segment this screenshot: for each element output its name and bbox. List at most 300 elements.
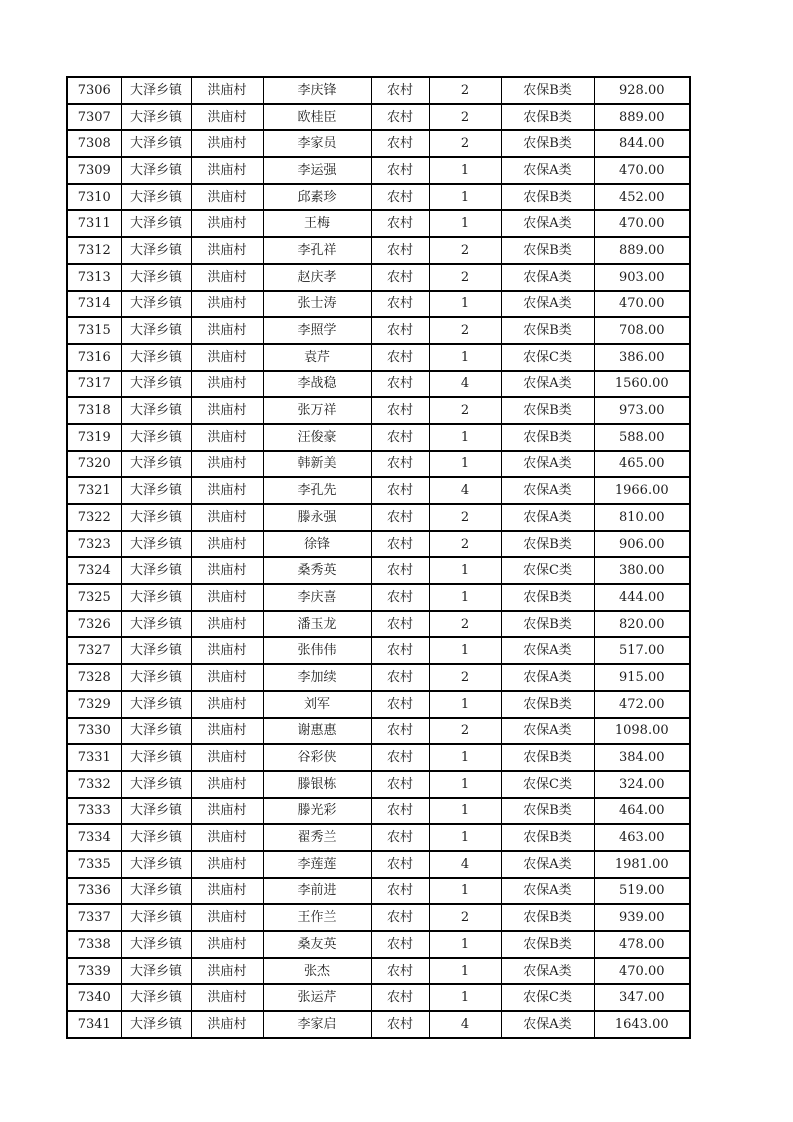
table-row: [67, 77, 690, 104]
town-cell: 大泽乡镇: [121, 291, 191, 318]
insurance-category-cell: 农保B类: [501, 104, 594, 131]
person-count-cell: 2: [429, 237, 501, 264]
table-row: [67, 397, 690, 424]
person-name-cell: 李庆喜: [263, 584, 371, 611]
residence-type-cell: 农村: [371, 451, 429, 478]
insurance-category-cell: 农保B类: [501, 424, 594, 451]
residence-type-cell: 农村: [371, 637, 429, 664]
row-id-cell: 7312: [67, 237, 121, 264]
amount-cell: 844.00: [594, 130, 690, 157]
row-id-cell: 7322: [67, 504, 121, 531]
insurance-category-cell: 农保A类: [501, 264, 594, 291]
table-row: [67, 611, 690, 638]
town-cell: 大泽乡镇: [121, 477, 191, 504]
residence-type-cell: 农村: [371, 130, 429, 157]
beneficiary-table: [66, 76, 691, 1039]
person-name-cell: 李战稳: [263, 371, 371, 398]
amount-cell: 906.00: [594, 531, 690, 558]
row-id-cell: 7321: [67, 477, 121, 504]
insurance-category-cell: 农保B类: [501, 237, 594, 264]
amount-cell: 1981.00: [594, 851, 690, 878]
residence-type-cell: 农村: [371, 317, 429, 344]
row-id-cell: 7330: [67, 718, 121, 745]
village-cell: 洪庙村: [191, 557, 263, 584]
person-name-cell: 张万祥: [263, 397, 371, 424]
row-id-cell: 7337: [67, 904, 121, 931]
person-name-cell: 潘玉龙: [263, 611, 371, 638]
person-count-cell: 4: [429, 1011, 501, 1038]
insurance-category-cell: 农保B类: [501, 931, 594, 958]
residence-type-cell: 农村: [371, 291, 429, 318]
person-count-cell: 1: [429, 557, 501, 584]
amount-cell: 380.00: [594, 557, 690, 584]
residence-type-cell: 农村: [371, 798, 429, 825]
amount-cell: 915.00: [594, 664, 690, 691]
insurance-category-cell: 农保A类: [501, 210, 594, 237]
village-cell: 洪庙村: [191, 984, 263, 1011]
table-body: [67, 77, 690, 1038]
table-row: [67, 664, 690, 691]
person-name-cell: 张伟伟: [263, 637, 371, 664]
amount-cell: 452.00: [594, 184, 690, 211]
table-row: [67, 958, 690, 985]
person-name-cell: 王梅: [263, 210, 371, 237]
village-cell: 洪庙村: [191, 451, 263, 478]
row-id-cell: 7308: [67, 130, 121, 157]
residence-type-cell: 农村: [371, 824, 429, 851]
amount-cell: 889.00: [594, 104, 690, 131]
person-count-cell: 1: [429, 210, 501, 237]
table-row: [67, 210, 690, 237]
row-id-cell: 7338: [67, 931, 121, 958]
town-cell: 大泽乡镇: [121, 984, 191, 1011]
residence-type-cell: 农村: [371, 184, 429, 211]
table-row: [67, 157, 690, 184]
person-name-cell: 刘军: [263, 691, 371, 718]
row-id-cell: 7309: [67, 157, 121, 184]
person-count-cell: 2: [429, 531, 501, 558]
person-name-cell: 张运芹: [263, 984, 371, 1011]
insurance-category-cell: 农保B类: [501, 317, 594, 344]
village-cell: 洪庙村: [191, 264, 263, 291]
town-cell: 大泽乡镇: [121, 878, 191, 905]
residence-type-cell: 农村: [371, 904, 429, 931]
table-row: [67, 344, 690, 371]
town-cell: 大泽乡镇: [121, 344, 191, 371]
person-name-cell: 张士涛: [263, 291, 371, 318]
row-id-cell: 7306: [67, 77, 121, 104]
person-name-cell: 滕银栋: [263, 771, 371, 798]
table-row: [67, 931, 690, 958]
village-cell: 洪庙村: [191, 611, 263, 638]
town-cell: 大泽乡镇: [121, 157, 191, 184]
person-count-cell: 1: [429, 984, 501, 1011]
village-cell: 洪庙村: [191, 477, 263, 504]
table-row: [67, 264, 690, 291]
person-count-cell: 1: [429, 424, 501, 451]
person-count-cell: 1: [429, 184, 501, 211]
person-count-cell: 1: [429, 931, 501, 958]
town-cell: 大泽乡镇: [121, 184, 191, 211]
person-name-cell: 滕光彩: [263, 798, 371, 825]
person-name-cell: 汪俊豪: [263, 424, 371, 451]
table-row: [67, 424, 690, 451]
person-name-cell: 李照学: [263, 317, 371, 344]
village-cell: 洪庙村: [191, 691, 263, 718]
person-count-cell: 2: [429, 317, 501, 344]
village-cell: 洪庙村: [191, 424, 263, 451]
residence-type-cell: 农村: [371, 371, 429, 398]
amount-cell: 470.00: [594, 210, 690, 237]
town-cell: 大泽乡镇: [121, 584, 191, 611]
town-cell: 大泽乡镇: [121, 931, 191, 958]
table-row: [67, 798, 690, 825]
row-id-cell: 7311: [67, 210, 121, 237]
amount-cell: 1560.00: [594, 371, 690, 398]
town-cell: 大泽乡镇: [121, 744, 191, 771]
amount-cell: 928.00: [594, 77, 690, 104]
insurance-category-cell: 农保C类: [501, 771, 594, 798]
village-cell: 洪庙村: [191, 184, 263, 211]
table-row: [67, 771, 690, 798]
person-count-cell: 4: [429, 371, 501, 398]
amount-cell: 903.00: [594, 264, 690, 291]
village-cell: 洪庙村: [191, 584, 263, 611]
person-count-cell: 2: [429, 130, 501, 157]
person-name-cell: 翟秀兰: [263, 824, 371, 851]
person-count-cell: 1: [429, 584, 501, 611]
amount-cell: 478.00: [594, 931, 690, 958]
person-name-cell: 袁芹: [263, 344, 371, 371]
residence-type-cell: 农村: [371, 397, 429, 424]
amount-cell: 1966.00: [594, 477, 690, 504]
village-cell: 洪庙村: [191, 104, 263, 131]
amount-cell: 820.00: [594, 611, 690, 638]
person-count-cell: 2: [429, 718, 501, 745]
person-count-cell: 1: [429, 637, 501, 664]
residence-type-cell: 农村: [371, 718, 429, 745]
residence-type-cell: 农村: [371, 77, 429, 104]
person-count-cell: 2: [429, 104, 501, 131]
person-count-cell: 1: [429, 157, 501, 184]
amount-cell: 517.00: [594, 637, 690, 664]
insurance-category-cell: 农保A类: [501, 664, 594, 691]
insurance-category-cell: 农保B类: [501, 397, 594, 424]
amount-cell: 973.00: [594, 397, 690, 424]
row-id-cell: 7313: [67, 264, 121, 291]
town-cell: 大泽乡镇: [121, 397, 191, 424]
village-cell: 洪庙村: [191, 344, 263, 371]
person-count-cell: 2: [429, 264, 501, 291]
village-cell: 洪庙村: [191, 291, 263, 318]
person-count-cell: 2: [429, 504, 501, 531]
table-row: [67, 104, 690, 131]
table-row: [67, 504, 690, 531]
table-row: [67, 451, 690, 478]
person-count-cell: 2: [429, 397, 501, 424]
town-cell: 大泽乡镇: [121, 557, 191, 584]
person-count-cell: 2: [429, 664, 501, 691]
amount-cell: 470.00: [594, 291, 690, 318]
person-name-cell: 谷彩侠: [263, 744, 371, 771]
row-id-cell: 7327: [67, 637, 121, 664]
row-id-cell: 7315: [67, 317, 121, 344]
village-cell: 洪庙村: [191, 157, 263, 184]
row-id-cell: 7332: [67, 771, 121, 798]
row-id-cell: 7310: [67, 184, 121, 211]
town-cell: 大泽乡镇: [121, 1011, 191, 1038]
residence-type-cell: 农村: [371, 237, 429, 264]
town-cell: 大泽乡镇: [121, 958, 191, 985]
table-row: [67, 371, 690, 398]
amount-cell: 472.00: [594, 691, 690, 718]
insurance-category-cell: 农保B类: [501, 798, 594, 825]
amount-cell: 347.00: [594, 984, 690, 1011]
person-name-cell: 徐锋: [263, 531, 371, 558]
insurance-category-cell: 农保A类: [501, 1011, 594, 1038]
residence-type-cell: 农村: [371, 744, 429, 771]
amount-cell: 939.00: [594, 904, 690, 931]
residence-type-cell: 农村: [371, 504, 429, 531]
table-row: [67, 824, 690, 851]
row-id-cell: 7326: [67, 611, 121, 638]
person-name-cell: 邱素珍: [263, 184, 371, 211]
table-row: [67, 477, 690, 504]
table-row: [67, 130, 690, 157]
row-id-cell: 7335: [67, 851, 121, 878]
insurance-category-cell: 农保A类: [501, 718, 594, 745]
insurance-category-cell: 农保B类: [501, 531, 594, 558]
person-name-cell: 谢惠惠: [263, 718, 371, 745]
person-name-cell: 李家员: [263, 130, 371, 157]
residence-type-cell: 农村: [371, 210, 429, 237]
insurance-category-cell: 农保B类: [501, 904, 594, 931]
amount-cell: 386.00: [594, 344, 690, 371]
town-cell: 大泽乡镇: [121, 664, 191, 691]
town-cell: 大泽乡镇: [121, 824, 191, 851]
insurance-category-cell: 农保B类: [501, 184, 594, 211]
town-cell: 大泽乡镇: [121, 691, 191, 718]
residence-type-cell: 农村: [371, 104, 429, 131]
village-cell: 洪庙村: [191, 237, 263, 264]
table-row: [67, 878, 690, 905]
amount-cell: 470.00: [594, 157, 690, 184]
table-row: [67, 291, 690, 318]
person-count-cell: 1: [429, 451, 501, 478]
amount-cell: 465.00: [594, 451, 690, 478]
amount-cell: 1643.00: [594, 1011, 690, 1038]
table-row: [67, 237, 690, 264]
village-cell: 洪庙村: [191, 931, 263, 958]
person-name-cell: 赵庆孝: [263, 264, 371, 291]
row-id-cell: 7314: [67, 291, 121, 318]
person-name-cell: 李前进: [263, 878, 371, 905]
amount-cell: 464.00: [594, 798, 690, 825]
village-cell: 洪庙村: [191, 1011, 263, 1038]
town-cell: 大泽乡镇: [121, 504, 191, 531]
residence-type-cell: 农村: [371, 984, 429, 1011]
insurance-category-cell: 农保A类: [501, 504, 594, 531]
village-cell: 洪庙村: [191, 824, 263, 851]
person-count-cell: 1: [429, 824, 501, 851]
village-cell: 洪庙村: [191, 504, 263, 531]
row-id-cell: 7331: [67, 744, 121, 771]
row-id-cell: 7339: [67, 958, 121, 985]
residence-type-cell: 农村: [371, 557, 429, 584]
table-row: [67, 691, 690, 718]
residence-type-cell: 农村: [371, 264, 429, 291]
amount-cell: 519.00: [594, 878, 690, 905]
row-id-cell: 7328: [67, 664, 121, 691]
insurance-category-cell: 农保A类: [501, 371, 594, 398]
person-count-cell: 2: [429, 611, 501, 638]
table-row: [67, 184, 690, 211]
row-id-cell: 7307: [67, 104, 121, 131]
insurance-category-cell: 农保B类: [501, 130, 594, 157]
village-cell: 洪庙村: [191, 531, 263, 558]
village-cell: 洪庙村: [191, 77, 263, 104]
town-cell: 大泽乡镇: [121, 237, 191, 264]
amount-cell: 588.00: [594, 424, 690, 451]
village-cell: 洪庙村: [191, 878, 263, 905]
residence-type-cell: 农村: [371, 691, 429, 718]
town-cell: 大泽乡镇: [121, 371, 191, 398]
insurance-category-cell: 农保B类: [501, 744, 594, 771]
amount-cell: 708.00: [594, 317, 690, 344]
residence-type-cell: 农村: [371, 664, 429, 691]
person-count-cell: 1: [429, 691, 501, 718]
insurance-category-cell: 农保A类: [501, 851, 594, 878]
insurance-category-cell: 农保C类: [501, 984, 594, 1011]
insurance-category-cell: 农保A类: [501, 878, 594, 905]
village-cell: 洪庙村: [191, 664, 263, 691]
town-cell: 大泽乡镇: [121, 611, 191, 638]
insurance-category-cell: 农保B类: [501, 77, 594, 104]
amount-cell: 810.00: [594, 504, 690, 531]
amount-cell: 470.00: [594, 958, 690, 985]
row-id-cell: 7325: [67, 584, 121, 611]
amount-cell: 384.00: [594, 744, 690, 771]
person-count-cell: 1: [429, 344, 501, 371]
insurance-category-cell: 农保B类: [501, 584, 594, 611]
table-row: [67, 637, 690, 664]
row-id-cell: 7340: [67, 984, 121, 1011]
amount-cell: 324.00: [594, 771, 690, 798]
village-cell: 洪庙村: [191, 851, 263, 878]
person-name-cell: 李莲莲: [263, 851, 371, 878]
person-name-cell: 桑秀英: [263, 557, 371, 584]
town-cell: 大泽乡镇: [121, 317, 191, 344]
residence-type-cell: 农村: [371, 958, 429, 985]
residence-type-cell: 农村: [371, 1011, 429, 1038]
town-cell: 大泽乡镇: [121, 718, 191, 745]
village-cell: 洪庙村: [191, 371, 263, 398]
person-count-cell: 4: [429, 851, 501, 878]
insurance-category-cell: 农保A类: [501, 291, 594, 318]
person-name-cell: 王作兰: [263, 904, 371, 931]
residence-type-cell: 农村: [371, 344, 429, 371]
residence-type-cell: 农村: [371, 584, 429, 611]
insurance-category-cell: 农保B类: [501, 611, 594, 638]
person-count-cell: 1: [429, 771, 501, 798]
residence-type-cell: 农村: [371, 771, 429, 798]
insurance-category-cell: 农保A类: [501, 958, 594, 985]
table-row: [67, 1011, 690, 1038]
row-id-cell: 7341: [67, 1011, 121, 1038]
village-cell: 洪庙村: [191, 397, 263, 424]
person-count-cell: 1: [429, 744, 501, 771]
table-row: [67, 317, 690, 344]
town-cell: 大泽乡镇: [121, 77, 191, 104]
town-cell: 大泽乡镇: [121, 104, 191, 131]
row-id-cell: 7334: [67, 824, 121, 851]
person-name-cell: 李庆锋: [263, 77, 371, 104]
row-id-cell: 7333: [67, 798, 121, 825]
insurance-category-cell: 农保A类: [501, 637, 594, 664]
village-cell: 洪庙村: [191, 798, 263, 825]
residence-type-cell: 农村: [371, 851, 429, 878]
person-name-cell: 李运强: [263, 157, 371, 184]
row-id-cell: 7319: [67, 424, 121, 451]
insurance-category-cell: 农保C类: [501, 557, 594, 584]
village-cell: 洪庙村: [191, 744, 263, 771]
table-row: [67, 744, 690, 771]
row-id-cell: 7324: [67, 557, 121, 584]
village-cell: 洪庙村: [191, 771, 263, 798]
table-row: [67, 984, 690, 1011]
person-count-cell: 1: [429, 958, 501, 985]
insurance-category-cell: 农保A类: [501, 451, 594, 478]
amount-cell: 463.00: [594, 824, 690, 851]
residence-type-cell: 农村: [371, 157, 429, 184]
person-count-cell: 1: [429, 291, 501, 318]
person-name-cell: 李加续: [263, 664, 371, 691]
residence-type-cell: 农村: [371, 878, 429, 905]
town-cell: 大泽乡镇: [121, 771, 191, 798]
town-cell: 大泽乡镇: [121, 851, 191, 878]
amount-cell: 1098.00: [594, 718, 690, 745]
residence-type-cell: 农村: [371, 611, 429, 638]
residence-type-cell: 农村: [371, 477, 429, 504]
row-id-cell: 7329: [67, 691, 121, 718]
town-cell: 大泽乡镇: [121, 130, 191, 157]
town-cell: 大泽乡镇: [121, 424, 191, 451]
person-count-cell: 1: [429, 798, 501, 825]
amount-cell: 889.00: [594, 237, 690, 264]
residence-type-cell: 农村: [371, 424, 429, 451]
person-count-cell: 4: [429, 477, 501, 504]
town-cell: 大泽乡镇: [121, 531, 191, 558]
person-count-cell: 1: [429, 878, 501, 905]
village-cell: 洪庙村: [191, 210, 263, 237]
village-cell: 洪庙村: [191, 637, 263, 664]
village-cell: 洪庙村: [191, 130, 263, 157]
amount-cell: 444.00: [594, 584, 690, 611]
residence-type-cell: 农村: [371, 531, 429, 558]
person-count-cell: 2: [429, 904, 501, 931]
row-id-cell: 7316: [67, 344, 121, 371]
village-cell: 洪庙村: [191, 904, 263, 931]
insurance-category-cell: 农保B类: [501, 824, 594, 851]
town-cell: 大泽乡镇: [121, 637, 191, 664]
village-cell: 洪庙村: [191, 718, 263, 745]
insurance-category-cell: 农保C类: [501, 344, 594, 371]
row-id-cell: 7318: [67, 397, 121, 424]
residence-type-cell: 农村: [371, 931, 429, 958]
person-name-cell: 李孔先: [263, 477, 371, 504]
town-cell: 大泽乡镇: [121, 210, 191, 237]
person-name-cell: 滕永强: [263, 504, 371, 531]
